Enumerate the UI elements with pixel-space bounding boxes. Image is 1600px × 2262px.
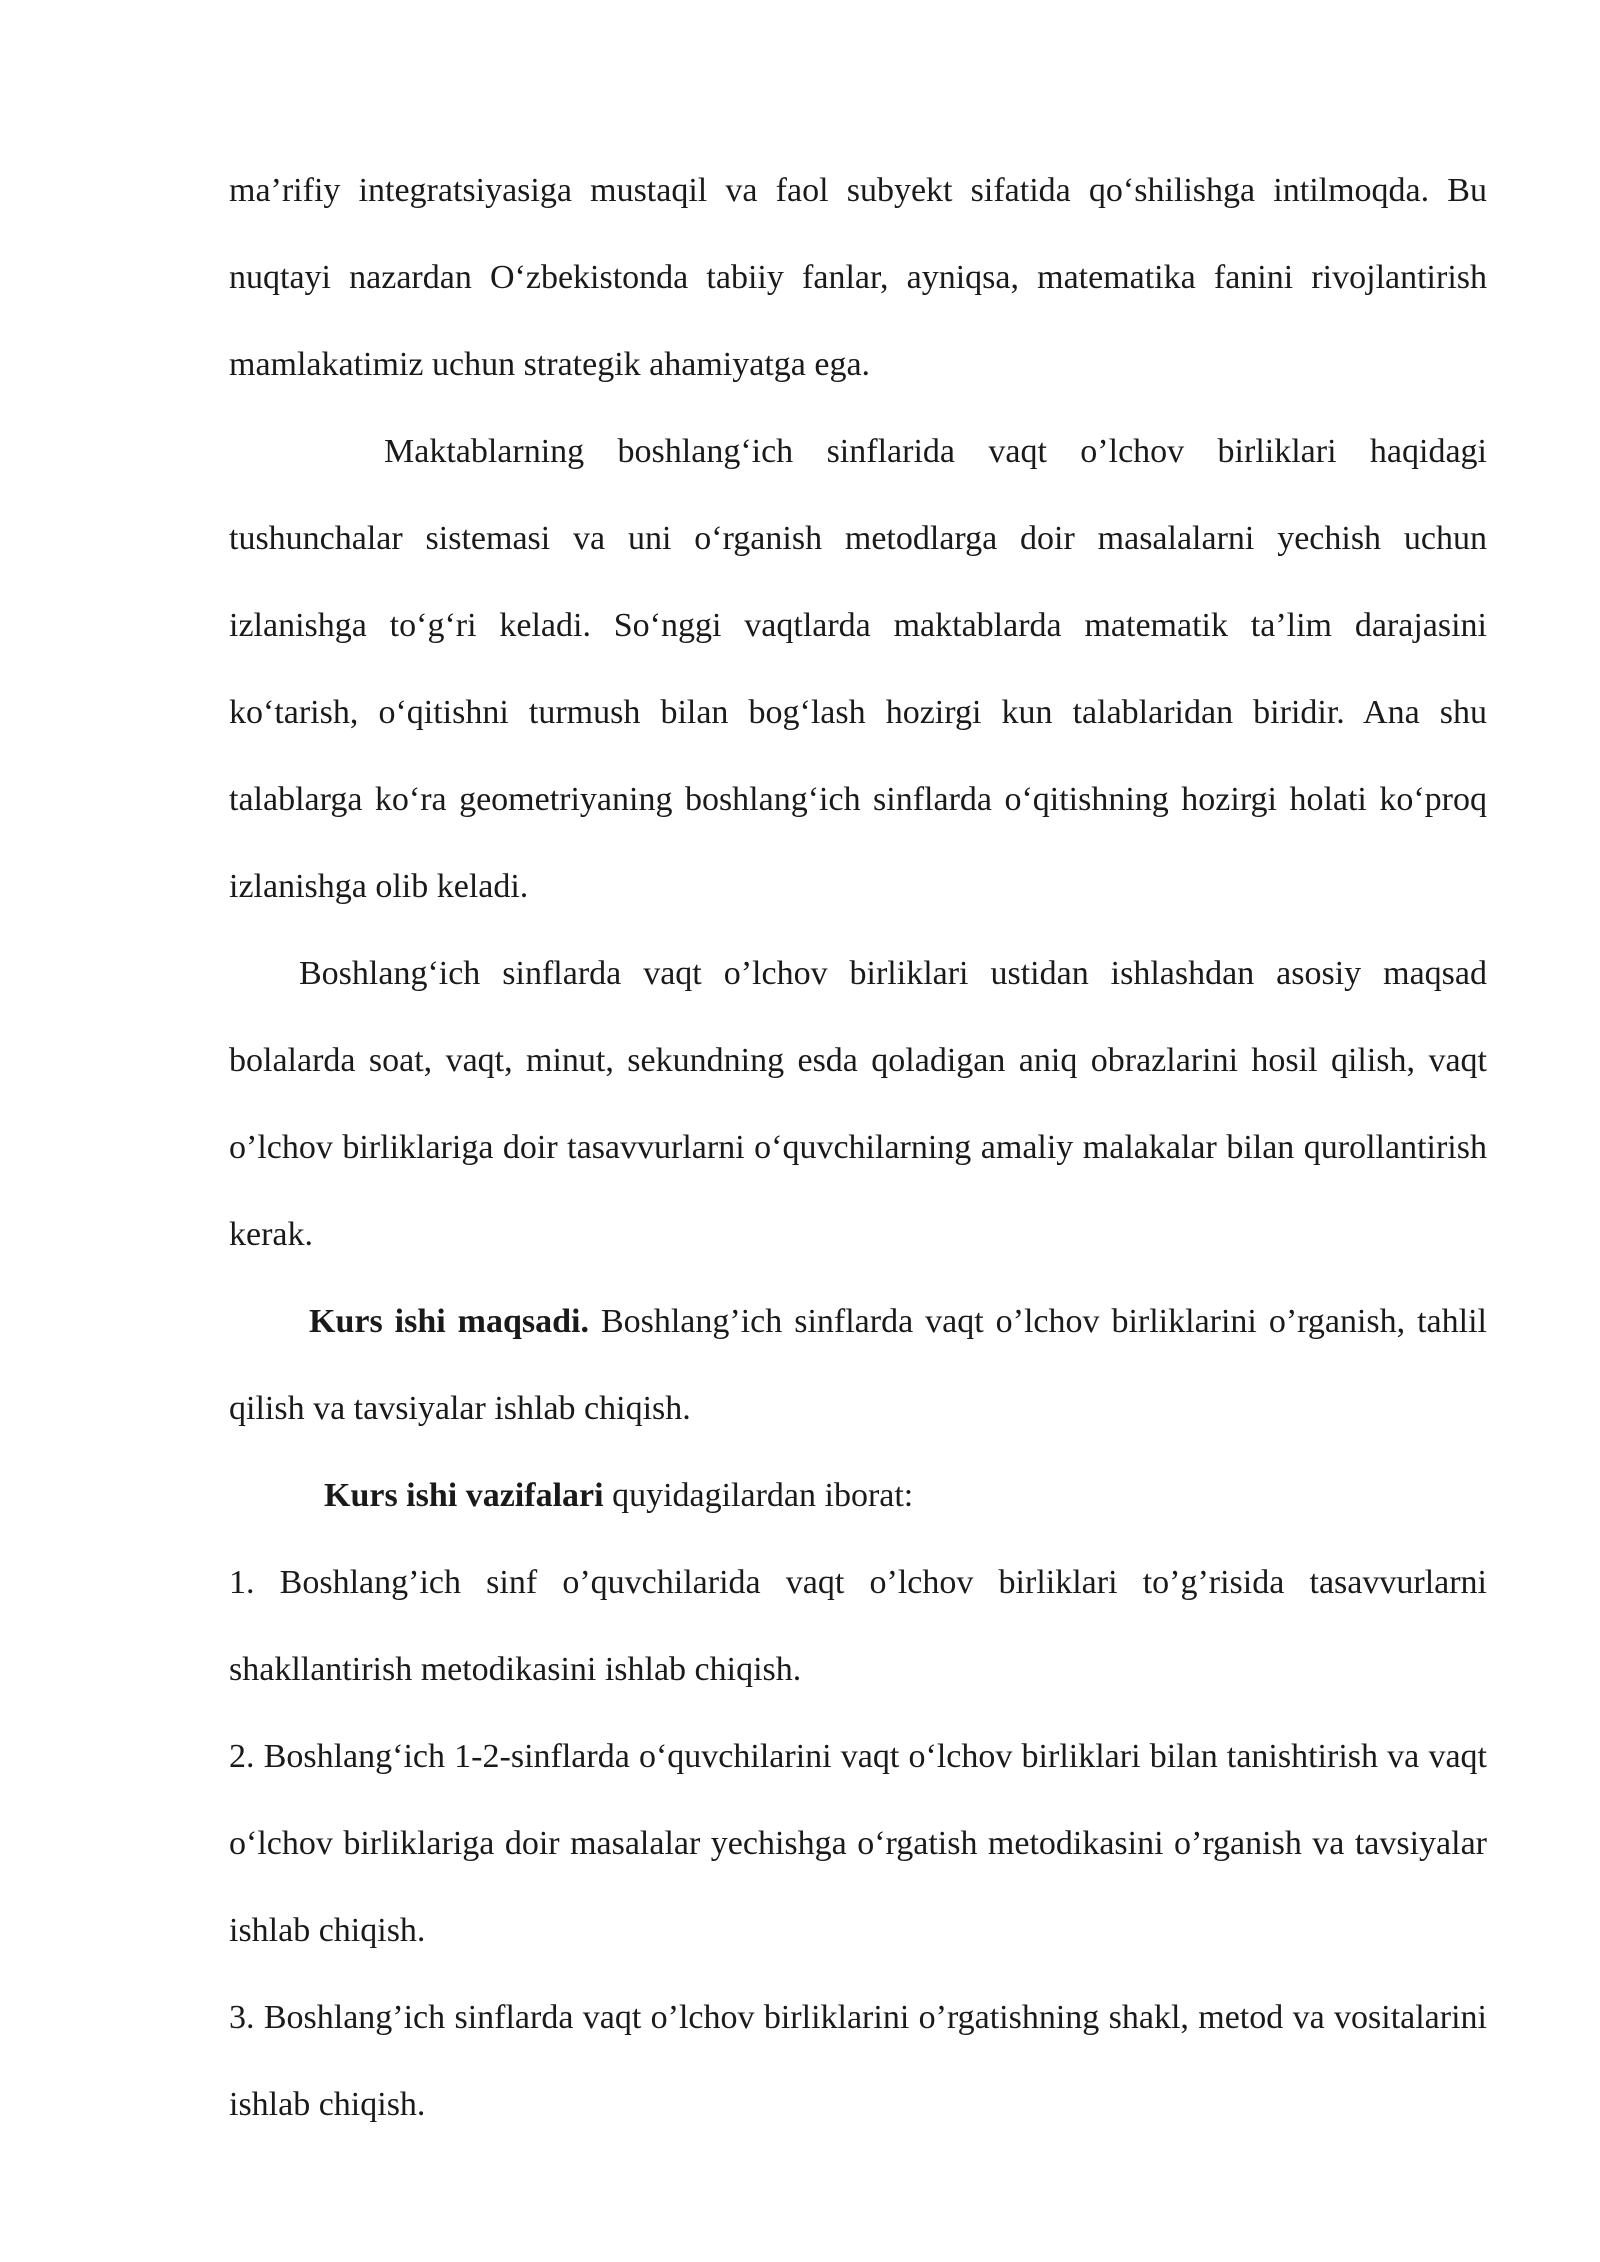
- task-item-3: 3. Boshlang’ich sinflarda vaqt o’lchov birliklarini o’rgatishning shakl, metod va vositalarini ishlab chiqish.: [229, 1999, 1487, 2123]
- task-item-1: 1. Boshlang’ich sinf o’quvchilarida vaqt o’lchov birliklari to’g’risida tasavvurlarni shakllantirish metodikasini ishlab chiqish.: [229, 1564, 1487, 1688]
- paragraph-course-tasks: [229, 1452, 1487, 1539]
- course-tasks-text: quyidagilardan iborat:: [603, 1477, 914, 1514]
- paragraph-school-classes: Maktablarning boshlang‘ich sinflarida vaqt o’lchov birliklari haqidagi tushunchalar sistemasi va uni o‘rganish metodlarga doir masalalarni yechish uchun izlanishga to‘g‘ri keladi. So‘nggi vaqtlarda maktablarda matematik ta’lim darajasini ko‘tarish, o‘qitishni turmush bilan bog‘lash hozirgi kun talablaridan biridir. Ana shu talablarga ko‘ra geometriyaning boshlang‘ich sinflarda o‘qitishning hozirgi holati ko‘proq izlanishga olib keladi.: [229, 433, 1487, 905]
- course-purpose-text: Boshlang’ich sinflarda vaqt o’lchov birliklarini o’rganish, tahlil qilish va tavsiyalar ishlab chiqish.: [229, 1303, 1487, 1427]
- paragraph-course-purpose: [229, 1278, 1487, 1452]
- course-purpose-heading: Kurs ishi maqsadi.: [309, 1303, 589, 1340]
- document-body: [229, 147, 1487, 2148]
- course-tasks-heading: Kurs ishi vazifalari: [324, 1477, 604, 1514]
- paragraph-main-goal: Boshlang‘ich sinflarda vaqt o’lchov birliklari ustidan ishlashdan asosiy maqsad bolalarda soat, vaqt, minut, sekundning esda qoladigan aniq obrazlarini hosil qilish, vaqt o’lchov birliklariga doir tasavvurlarni o‘quvchilarning amaliy malakalar bilan qurollantirish kerak.: [229, 955, 1487, 1253]
- task-item-2: 2. Boshlang‘ich 1-2-sinflarda o‘quvchilarini vaqt o‘lchov birliklari bilan tanishtirish va vaqt o‘lchov birliklariga doir masalalar yechishga o‘rgatish metodikasini o’rganish va tavsiyalar ishlab chiqish.: [229, 1738, 1487, 1949]
- paragraph-integration: ma’rifiy integratsiyasiga mustaqil va faol subyekt sifatida qo‘shilishga intilmoqda. Bu nuqtayi nazardan O‘zbekistonda tabiiy fanlar, ayniqsa, matematika fanini rivojlantirish mamlakatimiz uchun strategik ahamiyatga ega.: [229, 172, 1487, 383]
